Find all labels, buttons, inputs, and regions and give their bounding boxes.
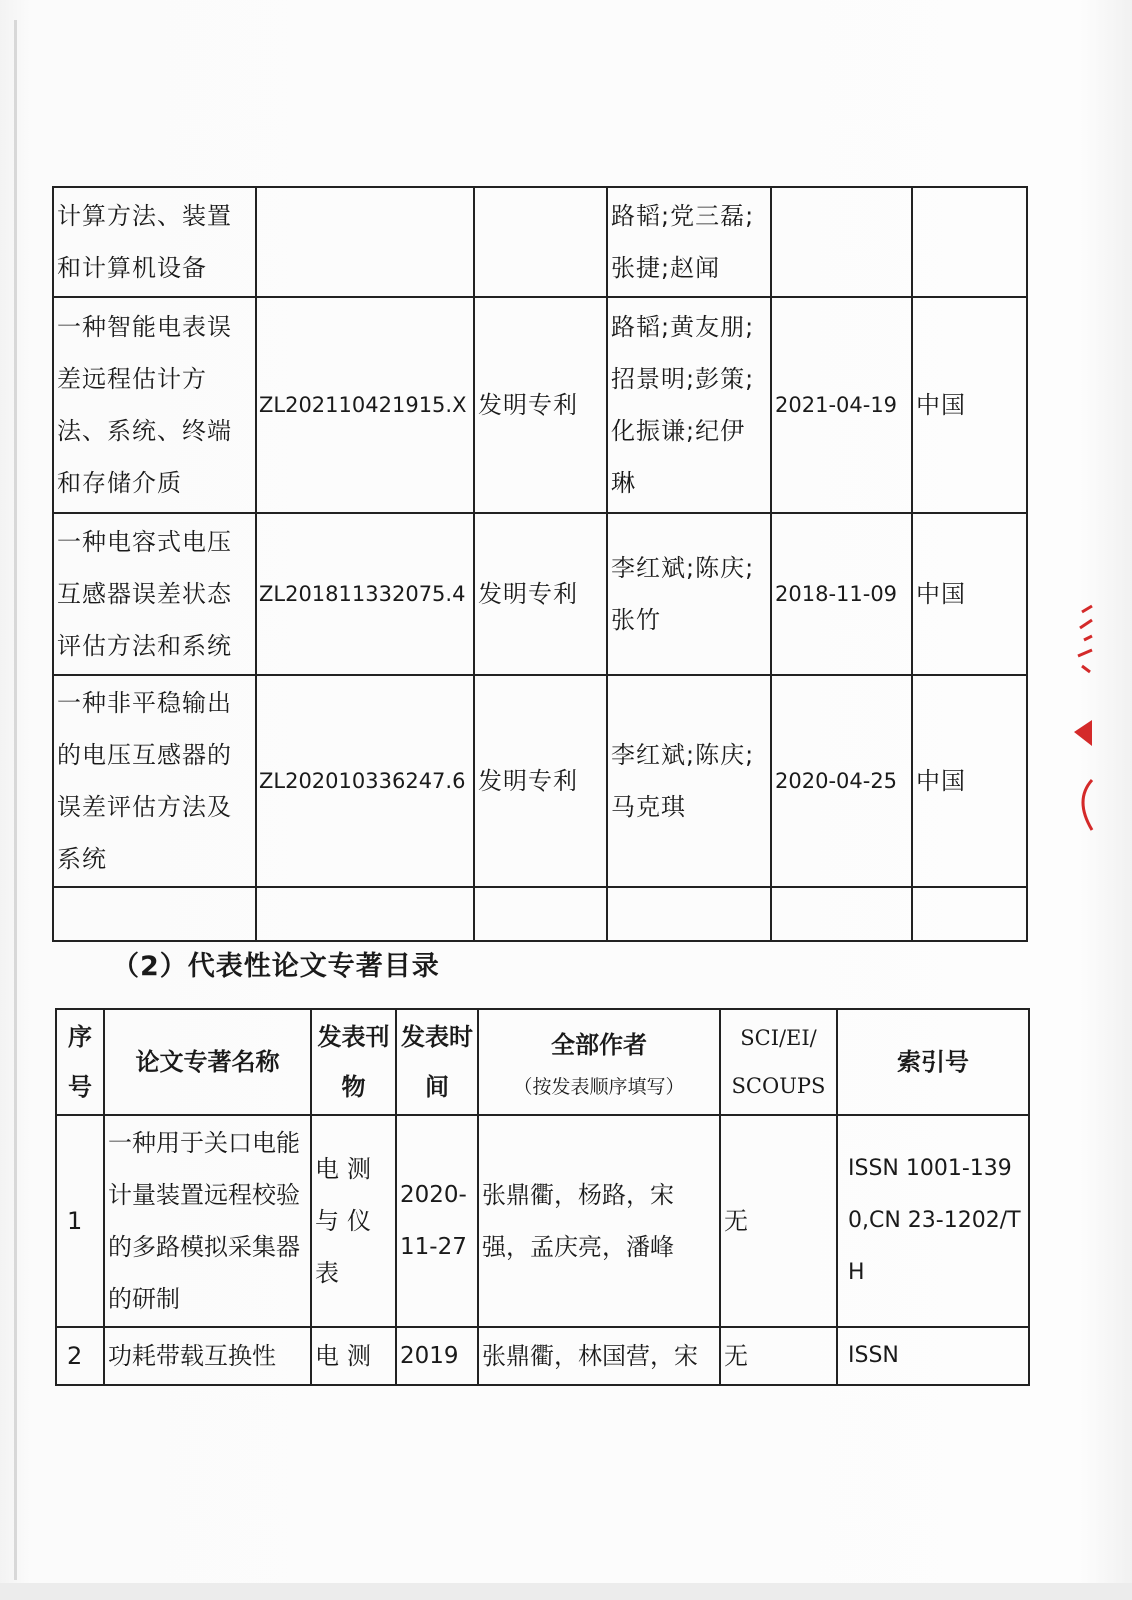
patent-date: 2021-04-19 <box>771 297 912 513</box>
paper-authors: 张鼎衢，杨路，宋强，孟庆亮，潘峰 <box>478 1115 720 1327</box>
patent-row <box>53 187 1027 297</box>
paper-title: 一种用于关口电能计量装置远程校验的多路模拟采集器的研制 <box>104 1115 311 1327</box>
patent-number <box>256 187 474 297</box>
header-sci-line2: SCOUPS <box>731 1074 826 1098</box>
patent-type: 发明专利 <box>474 513 607 675</box>
patent-date <box>771 887 912 941</box>
patent-number: ZL202010336247.6 <box>256 675 474 887</box>
paper-index: ISSN 1001-1390,CN 23-1202/TH <box>837 1115 1029 1327</box>
patent-country: 中国 <box>912 297 1027 513</box>
paper-time: 2020-11-27 <box>396 1115 478 1327</box>
patent-row-empty <box>53 887 1027 941</box>
patent-name: 计算方法、装置和计算机设备 <box>53 187 256 297</box>
paper-time: 2019 <box>396 1327 478 1385</box>
patent-name: 一种电容式电压互感器误差状态评估方法和系统 <box>53 513 256 675</box>
header-authors-note: （按发表顺序填写） <box>513 1076 685 1098</box>
paper-index: ISSN <box>837 1327 1029 1385</box>
patent-name <box>53 887 256 941</box>
header-index: 索引号 <box>837 1009 1029 1115</box>
patent-number: ZL201811332075.4 <box>256 513 474 675</box>
patent-type: 发明专利 <box>474 675 607 887</box>
patent-inventors: 路韬;党三磊;张捷;赵闻 <box>607 187 771 297</box>
patent-inventors: 路韬;黄友朋;招景明;彭策;化振谦;纪伊琳 <box>607 297 771 513</box>
paper-journal: 电测与仪表 <box>311 1115 396 1327</box>
patent-type <box>474 187 607 297</box>
red-seal-stamp-fragment <box>1072 600 1094 840</box>
patent-country <box>912 187 1027 297</box>
header-sci-line1: SCI/EI/ <box>740 1026 817 1050</box>
patent-type <box>474 887 607 941</box>
patent-country: 中国 <box>912 675 1027 887</box>
paper-table <box>55 1008 1030 1386</box>
patent-table <box>52 186 1028 942</box>
paper-sci: 无 <box>720 1327 837 1385</box>
patent-type: 发明专利 <box>474 297 607 513</box>
stamp-mark-arc <box>1083 780 1092 830</box>
header-sci <box>720 1009 837 1115</box>
paper-title: 功耗带载互换性 <box>104 1327 311 1385</box>
section-heading: （2）代表性论文专著目录 <box>112 951 440 982</box>
patent-inventors: 李红斌;陈庆;张竹 <box>607 513 771 675</box>
header-seq: 序号 <box>56 1009 104 1115</box>
paper-header-row <box>56 1009 1029 1115</box>
patent-row <box>53 675 1027 887</box>
paper-seq: 1 <box>56 1115 104 1327</box>
paper-row <box>56 1115 1029 1327</box>
paper-journal: 电测 <box>311 1327 396 1385</box>
patent-inventors <box>607 887 771 941</box>
stamp-mark-top <box>1078 606 1092 672</box>
patent-inventors: 李红斌;陈庆;马克琪 <box>607 675 771 887</box>
patent-name: 一种智能电表误差远程估计方法、系统、终端和存储介质 <box>53 297 256 513</box>
paper-authors: 张鼎衢，林国营，宋 <box>478 1327 720 1385</box>
header-time: 发表时间 <box>396 1009 478 1115</box>
header-title: 论文专著名称 <box>104 1009 311 1115</box>
paper-row <box>56 1327 1029 1385</box>
patent-number: ZL202110421915.X <box>256 297 474 513</box>
scan-edge-left <box>14 20 17 1580</box>
patent-country <box>912 887 1027 941</box>
patent-country: 中国 <box>912 513 1027 675</box>
patent-date <box>771 187 912 297</box>
scan-edge-bottom <box>0 1583 1132 1600</box>
patent-date: 2018-11-09 <box>771 513 912 675</box>
stamp-mark-triangle <box>1074 720 1092 746</box>
patent-row <box>53 513 1027 675</box>
header-authors <box>478 1009 720 1115</box>
patent-date: 2020-04-25 <box>771 675 912 887</box>
paper-sci: 无 <box>720 1115 837 1327</box>
patent-name: 一种非平稳输出的电压互感器的误差评估方法及系统 <box>53 675 256 887</box>
header-journal: 发表刊物 <box>311 1009 396 1115</box>
header-authors-label: 全部作者 <box>551 1031 647 1059</box>
patent-row <box>53 297 1027 513</box>
paper-seq: 2 <box>56 1327 104 1385</box>
patent-number <box>256 887 474 941</box>
